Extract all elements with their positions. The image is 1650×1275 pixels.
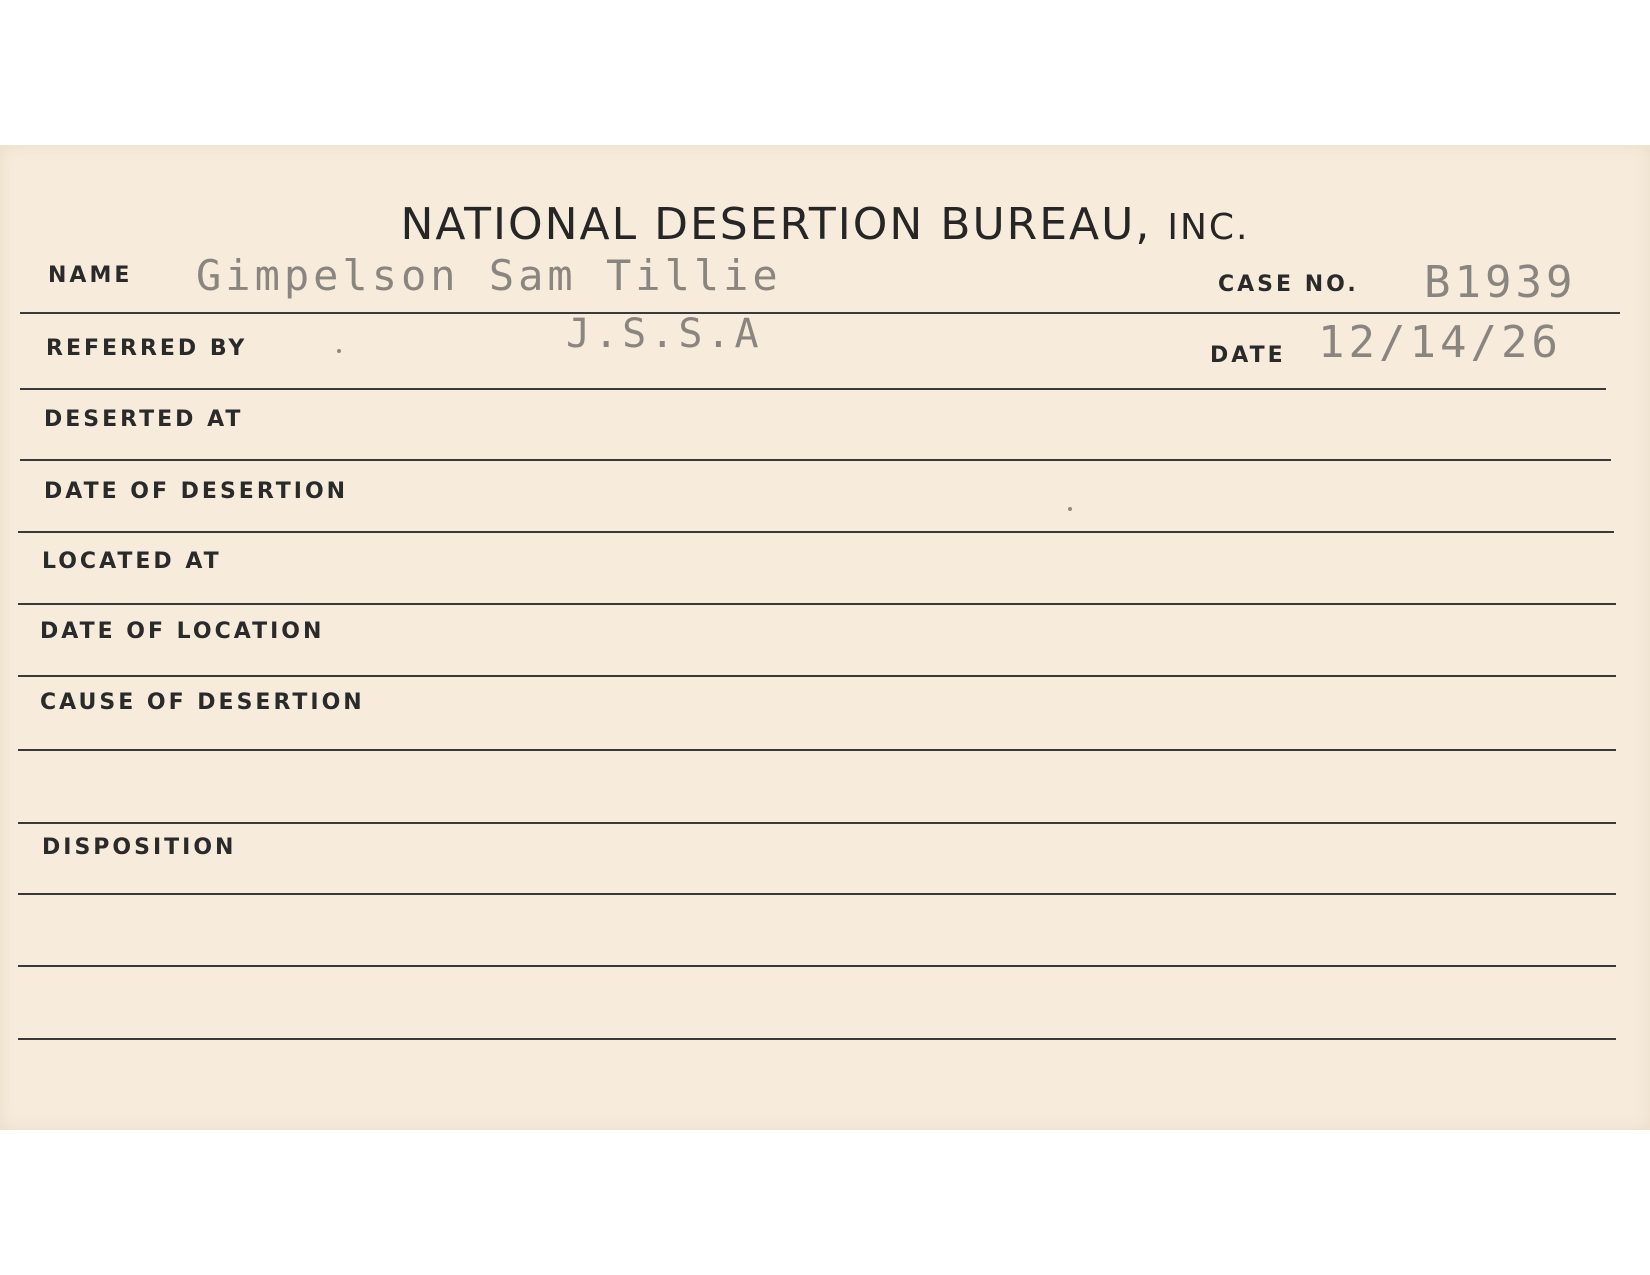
disposition-label: DISPOSITION	[42, 835, 237, 860]
date-value: 12/14/26	[1318, 317, 1562, 368]
case-no-value: B1939	[1424, 257, 1577, 308]
cause-of-desertion-line-2	[18, 822, 1616, 824]
disposition-line-3	[18, 1038, 1616, 1040]
ink-speck	[337, 349, 341, 353]
date-of-location-label: DATE OF LOCATION	[40, 619, 325, 644]
deserted-at-line	[20, 459, 1611, 461]
date-of-location-line	[18, 675, 1616, 677]
case-no-label: CASE NO.	[1218, 272, 1359, 297]
located-at-label: LOCATED AT	[42, 549, 222, 574]
ink-speck	[1068, 507, 1072, 511]
deserted-at-label: DESERTED AT	[44, 407, 244, 432]
date-label: DATE	[1210, 343, 1286, 368]
date-of-desertion-label: DATE OF DESERTION	[44, 479, 349, 504]
card-title	[0, 199, 1650, 250]
name-value: Gimpelson Sam Tillie	[196, 251, 782, 300]
referred-by-line	[20, 388, 1606, 390]
referred-by-label: REFERRED BY	[46, 336, 248, 361]
cause-of-desertion-label: CAUSE OF DESERTION	[40, 690, 365, 715]
disposition-line-1	[18, 893, 1616, 895]
disposition-line-2	[18, 965, 1616, 967]
referred-by-value: J.S.S.A	[566, 311, 763, 357]
cause-of-desertion-line-1	[18, 749, 1616, 751]
index-card	[0, 145, 1650, 1130]
card-title-main: NATIONAL DESERTION BUREAU,	[400, 199, 1152, 250]
card-title-suffix: INC.	[1167, 207, 1250, 248]
located-at-line	[18, 603, 1616, 605]
name-line	[20, 312, 1620, 314]
date-of-desertion-line	[18, 531, 1614, 533]
name-label: NAME	[48, 263, 133, 288]
